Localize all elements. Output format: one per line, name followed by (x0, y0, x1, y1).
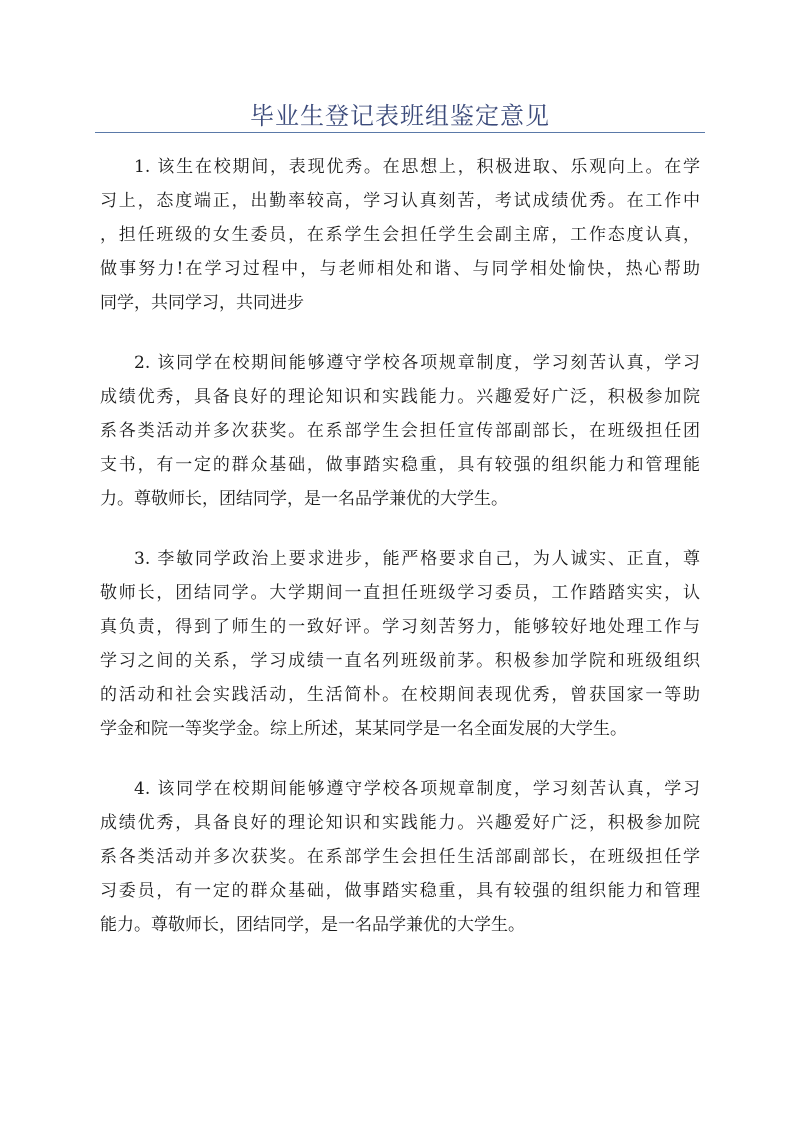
paragraph-line: 学习之间的关系，学习成绩一直名列班级前茅。积极参加学院和班级组织 (100, 651, 700, 671)
paragraph-line: 系各类活动并多次获奖。在系部学生会担任宣传部副部长，在班级担任团 (100, 421, 700, 441)
paragraph-line: 真负责，得到了师生的一致好评。学习刻苦努力，能够较好地处理工作与 (100, 617, 700, 637)
paragraph-line: 3. 李敏同学政治上要求进步，能严格要求自己，为人诚实、正直，尊 (134, 549, 700, 569)
paragraph-line: 同学，共同学习，共同进步 (100, 293, 304, 313)
paragraph-2 (100, 346, 700, 516)
paragraph-line: 4. 该同学在校期间能够遵守学校各项规章制度，学习刻苦认真，学习 (134, 779, 700, 799)
paragraph-line: 系各类活动并多次获奖。在系部学生会担任生活部副部长，在班级担任学 (100, 847, 700, 867)
paragraph-line: 习委员，有一定的群众基础，做事踏实稳重，具有较强的组织能力和管理 (100, 881, 700, 901)
paragraph-3 (100, 542, 700, 746)
title-underline (95, 132, 705, 133)
paragraph-line: 做事努力!在学习过程中，与老师相处和谐、与同学相处愉快，热心帮助 (100, 259, 700, 279)
paragraph-line: 敬师长，团结同学。大学期间一直担任班级学习委员，工作踏踏实实，认 (100, 583, 700, 603)
paragraph-line: 2. 该同学在校期间能够遵守学校各项规章制度，学习刻苦认真，学习 (134, 353, 700, 373)
paragraph-line: 成绩优秀，具备良好的理论知识和实践能力。兴趣爱好广泛，积极参加院 (100, 813, 700, 833)
paragraph-line: 学金和院一等奖学金。综上所述，某某同学是一名全面发展的大学生。 (100, 719, 627, 739)
paragraph-4 (100, 772, 700, 942)
document-body (100, 150, 700, 968)
paragraph-line: 能力。尊敬师长，团结同学，是一名品学兼优的大学生。 (100, 915, 525, 935)
paragraph-line: 成绩优秀，具备良好的理论知识和实践能力。兴趣爱好广泛，积极参加院 (100, 387, 700, 407)
paragraph-line: ，担任班级的女生委员，在系学生会担任学生会副主席，工作态度认真， (100, 225, 700, 245)
paragraph-line: 力。尊敬师长，团结同学，是一名品学兼优的大学生。 (100, 489, 508, 509)
paragraph-line: 1. 该生在校期间，表现优秀。在思想上，积极进取、乐观向上。在学 (134, 157, 700, 177)
paragraph-1 (100, 150, 700, 320)
paragraph-line: 的活动和社会实践活动，生活简朴。在校期间表现优秀，曾获国家一等助 (100, 685, 700, 705)
paragraph-line: 支书，有一定的群众基础，做事踏实稳重，具有较强的组织能力和管理能 (100, 455, 700, 475)
document-title: 毕业生登记表班组鉴定意见 (250, 102, 550, 130)
paragraph-line: 习上，态度端正，出勤率较高，学习认真刻苦，考试成绩优秀。在工作中 (100, 191, 700, 211)
